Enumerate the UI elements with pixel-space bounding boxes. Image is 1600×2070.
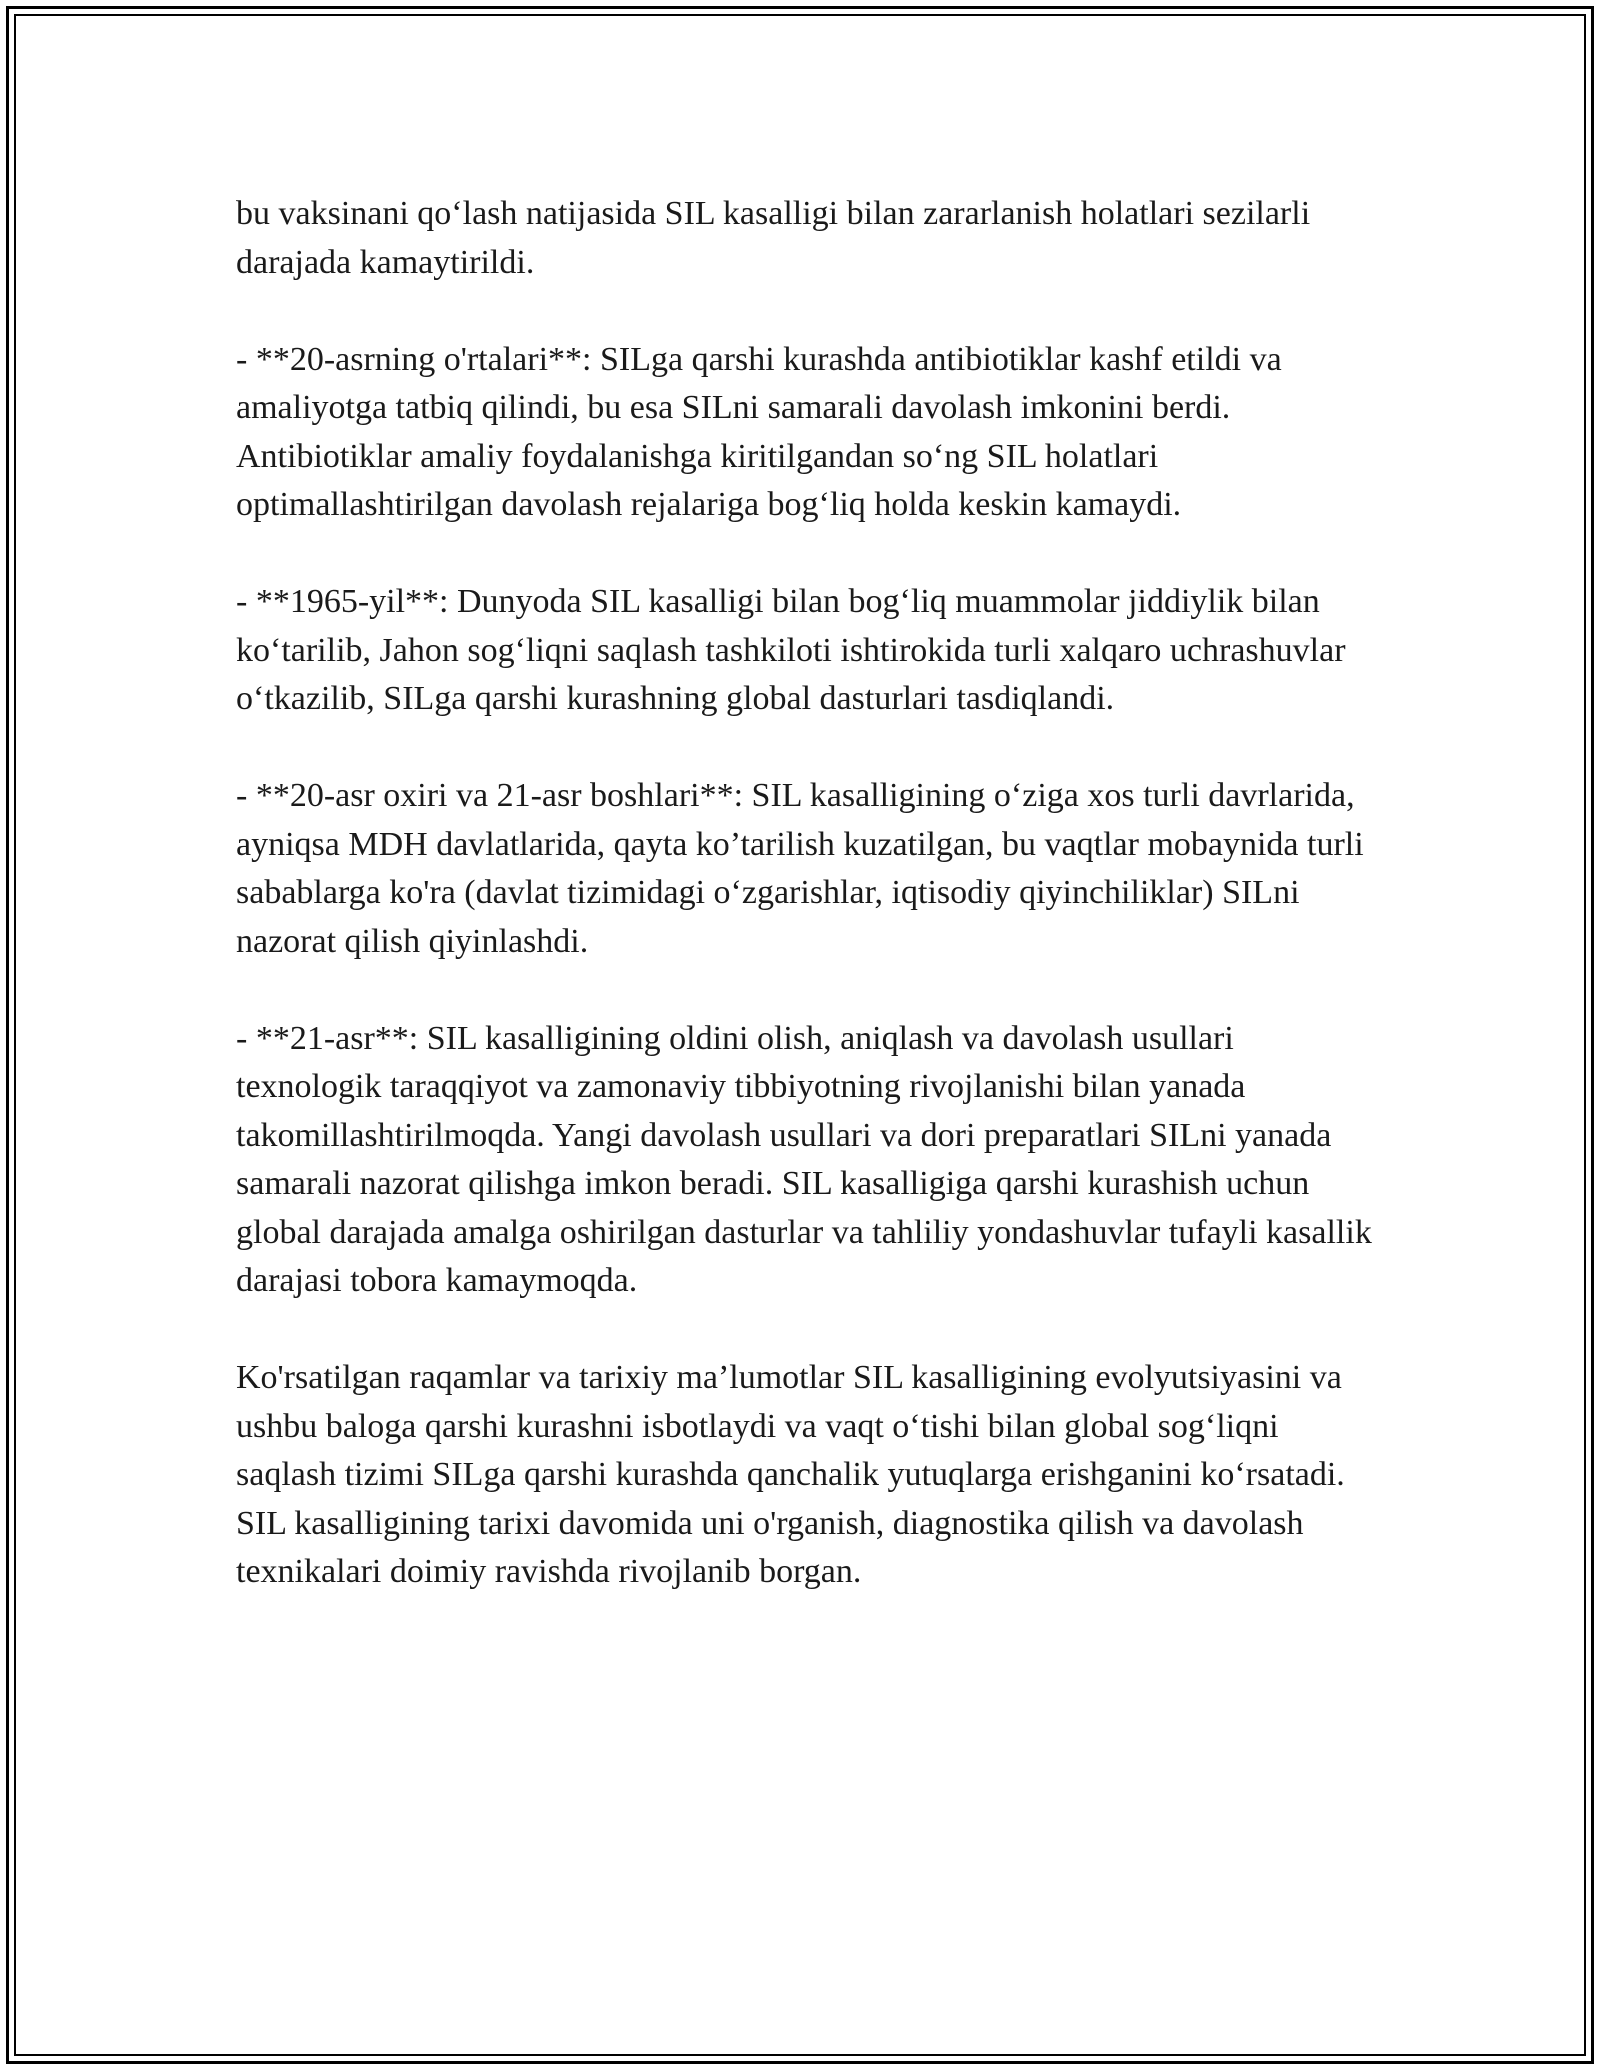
paragraph-1965: - **1965-yil**: Dunyoda SIL kasalligi bilan bog‘liq muammolar jiddiylik bilan ko‘tarilib, Jahon sog‘liqni saqlash tashkiloti ishtirokida turli xalqaro uchrashuvlar o‘tkazilib, SILga qarshi kurashning global dasturlari tasdiqlandi. (236, 583, 1346, 717)
paragraph-vaccine-result: bu vaksinani qo‘lash natijasida SIL kasalligi bilan zararlanish holatlari sezilarli darajada kamaytirildi. (236, 195, 1311, 281)
paragraph-late-20th-early-21st: - **20-asr oxiri va 21-asr boshlari**: SIL kasalligining o‘ziga xos turli davrlarida, ayniqsa MDH davlatlarida, qayta ko’tarilish kuzatilgan, bu vaqtlar mobaynida turli sabablarga ko'ra (davlat tizimidagi o‘zgarishlar, iqtisodiy qiyinchiliklar) SILni nazorat qilish qiyinlashdi. (236, 777, 1364, 960)
paragraph-conclusion: Ko'rsatilgan raqamlar va tarixiy ma’lumotlar SIL kasalligining evolyutsiyasini va ushbu baloga qarshi kurashni isbotlaydi va vaqt o‘tishi bilan global sog‘liqni saqlash tizimi SILga qarshi kurashda qanchalik yutuqlarga erishganini ko‘rsatadi. SIL kasalligining tarixi davomida uni o'rganish, diagnostika qilish va davolash texnikalari doimiy ravishda rivojlanib borgan. (236, 1359, 1345, 1590)
paragraph-mid-20th-century: - **20-asrning o'rtalari**: SILga qarshi kurashda antibiotiklar kashf etildi va amaliyotga tatbiq qilindi, bu esa SILni samarali davolash imkonini berdi. Antibiotiklar amaliy foydalanishga kiritilgandan so‘ng SIL holatlari optimallashtirilgan davolash rejalariga bog‘liq holda keskin kamaydi. (236, 340, 1282, 523)
document-body (236, 190, 1376, 1597)
paragraph-21st-century: - **21-asr**: SIL kasalligining oldini olish, aniqlash va davolash usullari texnologik taraqqiyot va zamonaviy tibbiyotning rivojlanishi bilan yanada takomillashtirilmoqda. Yangi davolash usullari va dori preparatlari SILni yanada samarali nazorat qilishga imkon beradi. SIL kasalligiga qarshi kurashish uchun global darajada amalga oshirilgan dasturlar va tahliliy yondashuvlar tufayli kasallik darajasi tobora kamaymoqda. (236, 1019, 1372, 1299)
